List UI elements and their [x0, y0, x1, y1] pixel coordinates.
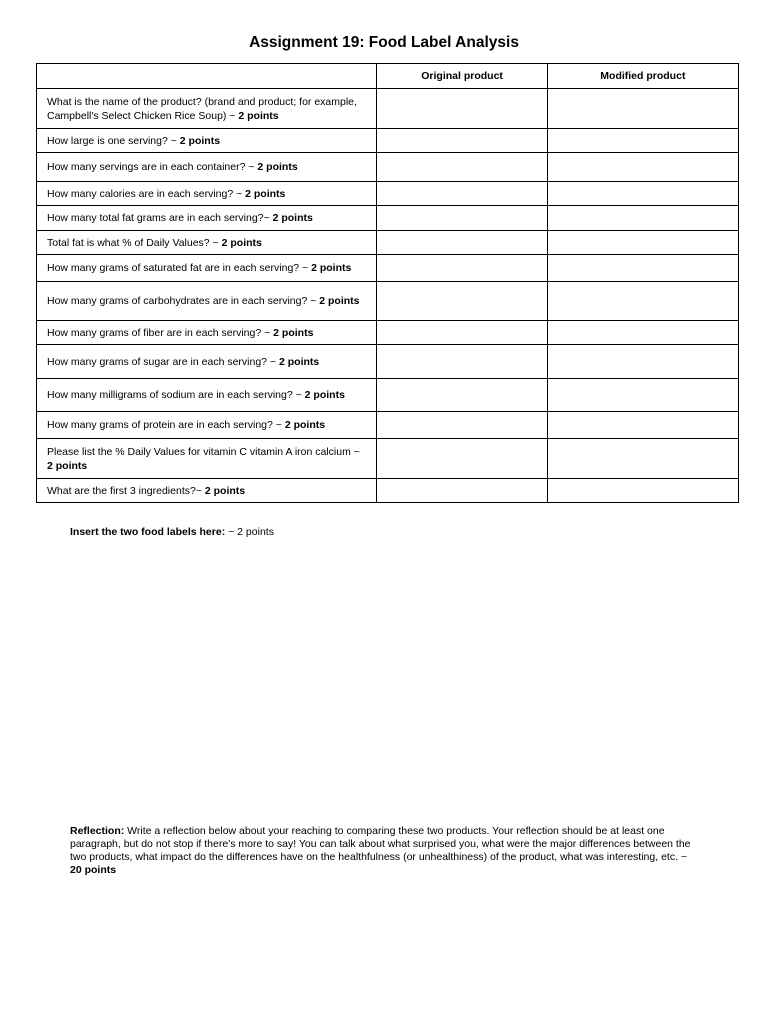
- modified-product-cell[interactable]: [547, 379, 738, 412]
- modified-product-cell[interactable]: [547, 182, 738, 206]
- question-text: How many milligrams of sodium are in each serving? ~: [47, 389, 305, 401]
- reflection-instruction: [70, 825, 700, 877]
- original-product-cell[interactable]: [377, 282, 547, 321]
- header-original-product: Original product: [377, 64, 547, 89]
- original-product-cell[interactable]: [377, 129, 547, 153]
- question-points: 2 points: [272, 212, 313, 224]
- question-cell: [37, 412, 377, 439]
- table-row: [37, 153, 739, 182]
- question-points: 2 points: [319, 295, 360, 307]
- original-product-cell[interactable]: [377, 89, 547, 129]
- question-points: 2 points: [311, 262, 352, 274]
- question-cell: [37, 182, 377, 206]
- modified-product-cell[interactable]: [547, 89, 738, 129]
- question-text: How many calories are in each serving? ~: [47, 187, 246, 200]
- question-text: Please list the % Daily Values for vitamin C vitamin A iron calcium ~: [47, 445, 360, 458]
- modified-product-cell[interactable]: [547, 282, 738, 321]
- table-row: [37, 206, 739, 231]
- table-row: [37, 129, 739, 153]
- original-product-cell[interactable]: [377, 231, 547, 255]
- question-points: 2 points: [47, 459, 88, 472]
- question-points: 2 points: [245, 187, 286, 200]
- question-text: How many grams of sugar are in each serving? ~: [47, 355, 279, 368]
- question-cell: [37, 479, 377, 503]
- modified-product-cell[interactable]: [547, 345, 738, 379]
- reflection-label: Reflection:: [70, 825, 125, 837]
- question-cell: [37, 379, 377, 412]
- modified-product-cell[interactable]: [547, 231, 738, 255]
- original-product-cell[interactable]: [377, 379, 547, 412]
- table-row: [37, 321, 739, 345]
- table-row: [37, 89, 739, 129]
- insert-label: Insert the two food labels here:: [70, 526, 226, 538]
- table-row: [37, 479, 739, 503]
- table-row: [37, 231, 739, 255]
- food-label-table: [36, 63, 739, 503]
- original-product-cell[interactable]: [377, 412, 547, 439]
- table-row: [37, 345, 739, 379]
- modified-product-cell[interactable]: [547, 153, 738, 182]
- header-modified-product: Modified product: [547, 64, 738, 89]
- question-cell: [37, 89, 377, 129]
- question-cell: [37, 255, 377, 282]
- question-cell: [37, 321, 377, 345]
- original-product-cell[interactable]: [377, 321, 547, 345]
- question-text: How many grams of fiber are in each serving? ~: [47, 326, 274, 339]
- question-text: Total fat is what % of Daily Values? ~: [47, 236, 222, 249]
- reflection-text: Write a reflection below about your reaching to comparing these two products. Your reflection should be at least one paragraph, but do not stop if there's more to say! You can talk about what surprised you, what were the major differences between the two products, what impact do the differences have on the healthfulness (or unhealthiness) of the product, what was interesting, etc. ~: [70, 825, 691, 863]
- modified-product-cell[interactable]: [547, 439, 738, 479]
- question-cell: [37, 129, 377, 153]
- page-title: Assignment 19: Food Label Analysis: [249, 34, 519, 51]
- table-row: [37, 282, 739, 321]
- table-header-row: [37, 64, 739, 89]
- question-points: 2 points: [221, 236, 262, 249]
- table-row: [37, 182, 739, 206]
- question-points: 2 points: [284, 419, 326, 431]
- question-text: How large is one serving? ~: [47, 134, 180, 147]
- question-text: What is the name of the product? (brand and product; for example, Campbell's Select Chicken Rice Soup) ~: [47, 95, 357, 122]
- question-text: What are the first 3 ingredients?~: [47, 484, 205, 497]
- question-points: 2 points: [304, 389, 345, 401]
- table-row: [37, 379, 739, 412]
- table-row: [37, 412, 739, 439]
- modified-product-cell[interactable]: [547, 206, 738, 231]
- question-cell: [37, 439, 377, 479]
- original-product-cell[interactable]: [377, 206, 547, 231]
- question-text: How many grams of saturated fat are in each serving? ~: [47, 262, 312, 274]
- header-question: [37, 64, 377, 89]
- modified-product-cell[interactable]: [547, 321, 738, 345]
- question-points: 2 points: [238, 109, 279, 122]
- insert-points: ~ 2 points: [225, 526, 274, 538]
- modified-product-cell[interactable]: [547, 412, 738, 439]
- original-product-cell[interactable]: [377, 182, 547, 206]
- question-text: How many servings are in each container? ~: [47, 161, 258, 173]
- reflection-points: 20 points: [70, 864, 117, 876]
- question-points: 2 points: [204, 484, 246, 497]
- question-points: 2 points: [273, 326, 314, 339]
- modified-product-cell[interactable]: [547, 479, 738, 503]
- question-text: How many grams of protein are in each serving? ~: [47, 419, 285, 431]
- question-cell: [37, 282, 377, 321]
- table-row: [37, 255, 739, 282]
- question-cell: [37, 345, 377, 379]
- question-cell: [37, 206, 377, 231]
- question-cell: [37, 153, 377, 182]
- insert-labels-instruction: [70, 526, 274, 538]
- table-row: [37, 439, 739, 479]
- original-product-cell[interactable]: [377, 345, 547, 379]
- original-product-cell[interactable]: [377, 439, 547, 479]
- original-product-cell[interactable]: [377, 153, 547, 182]
- original-product-cell[interactable]: [377, 255, 547, 282]
- question-text: How many total fat grams are in each serving?~: [47, 212, 273, 224]
- modified-product-cell[interactable]: [547, 255, 738, 282]
- modified-product-cell[interactable]: [547, 129, 738, 153]
- question-cell: [37, 231, 377, 255]
- question-text: How many grams of carbohydrates are in each serving? ~: [47, 295, 320, 307]
- original-product-cell[interactable]: [377, 479, 547, 503]
- question-points: 2 points: [179, 134, 221, 147]
- question-points: 2 points: [257, 161, 298, 173]
- question-points: 2 points: [278, 355, 320, 368]
